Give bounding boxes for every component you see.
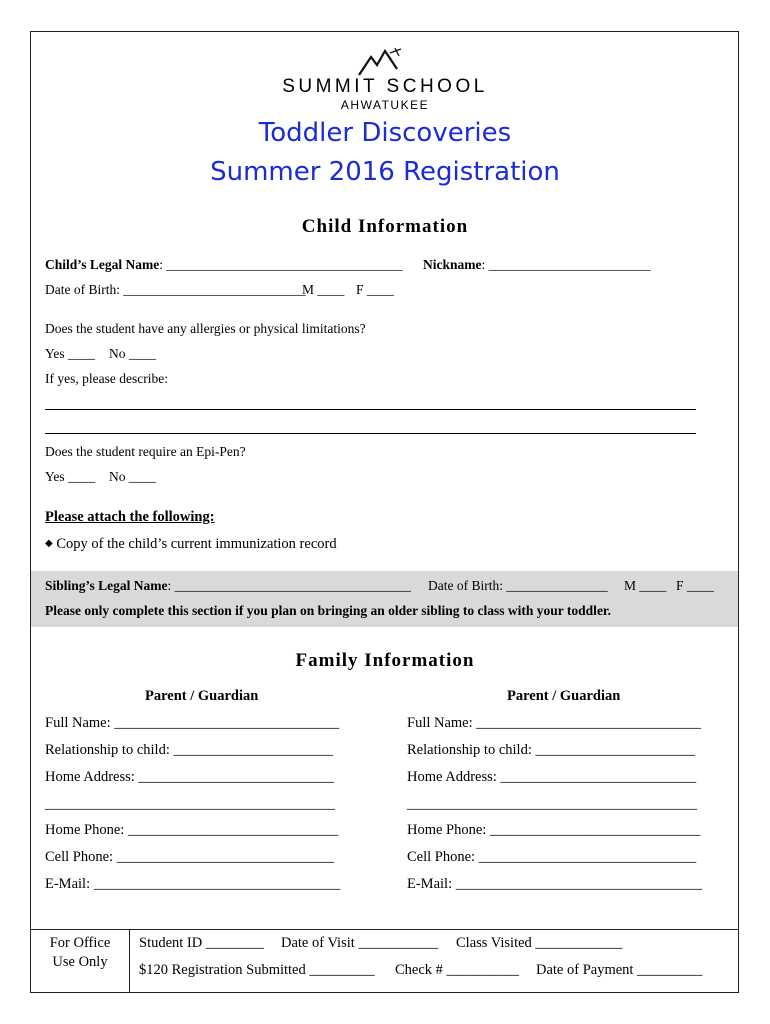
office-student-id[interactable]: Student ID ________ bbox=[139, 935, 264, 951]
mountain-logo-icon bbox=[357, 47, 411, 77]
office-check-number[interactable]: Check # __________ bbox=[395, 962, 520, 978]
office-date-of-payment[interactable]: Date of Payment _________ bbox=[536, 962, 703, 978]
epipen-question: Does the student require an Epi-Pen? bbox=[45, 444, 246, 459]
guardian-2-full-name[interactable]: Full Name: _______________________________ bbox=[407, 715, 702, 731]
office-date-of-visit[interactable]: Date of Visit ___________ bbox=[281, 935, 439, 951]
guardian-2-address-line-2[interactable]: ________________________________________ bbox=[407, 796, 697, 812]
nickname-field[interactable] bbox=[423, 257, 651, 273]
office-label-line-1: For Office bbox=[49, 935, 111, 951]
office-box-divider bbox=[129, 929, 130, 992]
nickname-label: Nickname bbox=[423, 257, 482, 272]
child-gender-f[interactable]: F ____ bbox=[356, 282, 394, 297]
sibling-note: Please only complete this section if you plan on bringing an older sibling to class with your toddler. bbox=[45, 603, 612, 618]
guardian-1-cell-phone[interactable]: Cell Phone: ______________________________ bbox=[45, 849, 335, 865]
child-information-heading: Child Information bbox=[301, 216, 469, 237]
allergy-question: Does the student have any allergies or physical limitations? bbox=[45, 321, 366, 336]
diamond-bullet-icon: ◆ bbox=[45, 538, 53, 549]
guardian-2-home-phone[interactable]: Home Phone: _____________________________ bbox=[407, 822, 701, 838]
office-registration-submitted[interactable]: $120 Registration Submitted _________ bbox=[139, 962, 375, 978]
epipen-yes[interactable]: Yes ____ bbox=[45, 469, 96, 484]
guardian-2-email[interactable]: E-Mail: __________________________________ bbox=[407, 876, 703, 892]
allergy-describe-line-2[interactable] bbox=[45, 433, 696, 434]
family-information-heading: Family Information bbox=[295, 650, 475, 671]
epipen-no[interactable]: No ____ bbox=[109, 469, 156, 484]
attach-heading: Please attach the following: bbox=[45, 509, 215, 525]
attach-item-text: Copy of the child’s current immunization record bbox=[56, 536, 337, 552]
guardian-2-address[interactable]: Home Address: ___________________________ bbox=[407, 769, 697, 785]
child-gender-m[interactable]: M ____ bbox=[302, 282, 345, 297]
allergy-no[interactable]: No ____ bbox=[109, 346, 156, 361]
guardian-2-title: Parent / Guardian bbox=[507, 688, 621, 704]
office-box-top-border bbox=[31, 929, 738, 930]
guardian-1-email[interactable]: E-Mail: __________________________________ bbox=[45, 876, 341, 892]
school-location: AHWATUKEE bbox=[340, 98, 430, 112]
child-legal-name-blank[interactable]: : ___________________________________ bbox=[159, 257, 403, 272]
allergy-yes[interactable]: Yes ____ bbox=[45, 346, 96, 361]
guardian-1-relationship[interactable]: Relationship to child: ______________________ bbox=[45, 742, 333, 758]
guardian-1-address-line-2[interactable]: ________________________________________ bbox=[45, 796, 335, 812]
sibling-gender-f[interactable]: F ____ bbox=[676, 578, 714, 593]
nickname-blank[interactable]: : ________________________ bbox=[481, 257, 651, 272]
sibling-dob-field[interactable]: Date of Birth: _______________ bbox=[428, 578, 608, 593]
child-dob-field[interactable]: Date of Birth: ___________________________ bbox=[45, 282, 306, 297]
office-class-visited[interactable]: Class Visited ____________ bbox=[456, 935, 623, 951]
office-label-line-2: Use Only bbox=[52, 954, 108, 970]
guardian-2-cell-phone[interactable]: Cell Phone: ______________________________ bbox=[407, 849, 697, 865]
sibling-legal-name-label: Sibling’s Legal Name bbox=[45, 578, 168, 593]
form-title: Toddler Discoveries bbox=[258, 118, 512, 148]
form-subtitle: Summer 2016 Registration bbox=[210, 157, 560, 187]
child-legal-name-field[interactable] bbox=[45, 257, 403, 273]
guardian-1-address[interactable]: Home Address: ___________________________ bbox=[45, 769, 335, 785]
sibling-legal-name-blank[interactable]: : ___________________________________ bbox=[167, 578, 411, 593]
allergy-describe-label: If yes, please describe: bbox=[45, 371, 168, 386]
guardian-1-home-phone[interactable]: Home Phone: _____________________________ bbox=[45, 822, 339, 838]
sibling-legal-name-field[interactable] bbox=[45, 578, 411, 594]
sibling-gender-m[interactable]: M ____ bbox=[624, 578, 667, 593]
guardian-1-full-name[interactable]: Full Name: _______________________________ bbox=[45, 715, 340, 731]
allergy-describe-line-1[interactable] bbox=[45, 409, 696, 410]
guardian-1-title: Parent / Guardian bbox=[145, 688, 259, 704]
guardian-2-relationship[interactable]: Relationship to child: ______________________ bbox=[407, 742, 695, 758]
child-legal-name-label: Child’s Legal Name bbox=[45, 257, 160, 272]
attach-item bbox=[45, 536, 337, 553]
school-name: SUMMIT SCHOOL bbox=[282, 76, 488, 97]
